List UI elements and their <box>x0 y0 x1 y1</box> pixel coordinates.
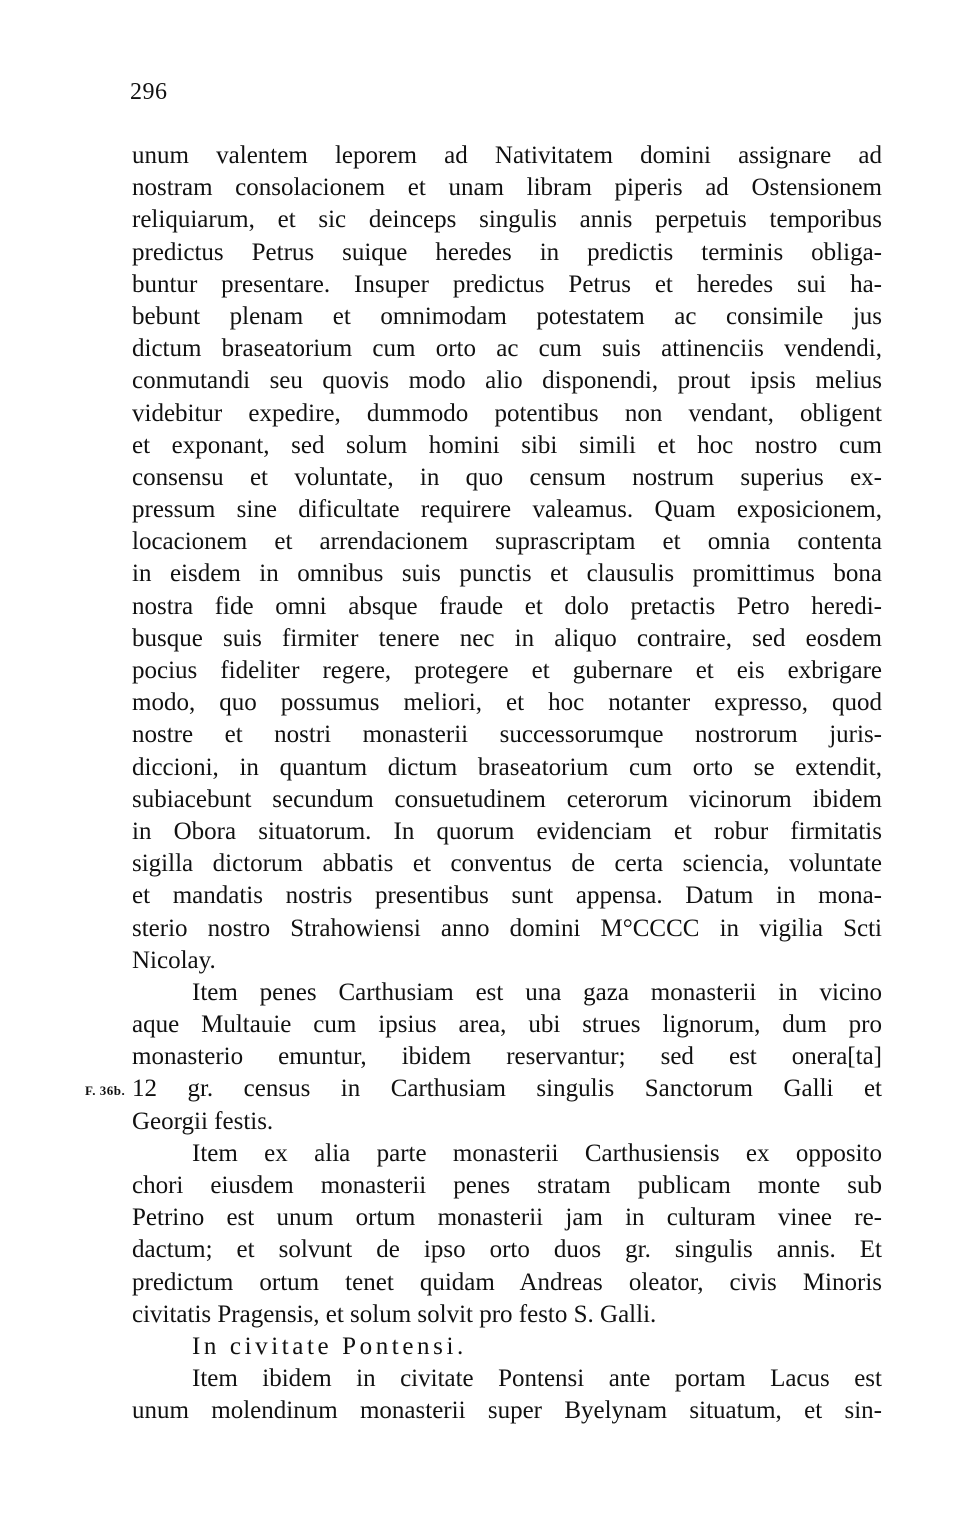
text-line: monasterio emuntur, ibidem reservantur; sed est onera[ta] <box>132 1043 882 1071</box>
text-line: Item ex alia parte monasterii Carthusiensis ex opposito <box>192 1139 882 1167</box>
text-line: in Obora situatorum. In quorum evidenciam et robur firmitatis <box>132 817 882 845</box>
page-number: 296 <box>130 79 168 105</box>
text-line-with-margin-note <box>85 1073 882 1105</box>
text-line: chori eiusdem monasterii penes stratam publicam monte sub <box>132 1172 882 1199</box>
text-line: nostram consolacionem et unam libram piperis ad Ostensionem <box>132 174 882 202</box>
text-line: bebunt plenam et omnimodam potestatem ac consimile jus <box>132 302 882 330</box>
text-line: Georgii festis. <box>132 1107 274 1135</box>
text-line: subiacebunt secundum consuetudinem ceterorum vicinorum ibidem <box>132 785 882 813</box>
section-heading: In civitate Pontensi. <box>192 1332 467 1360</box>
text-line: Nicolay. <box>132 946 216 974</box>
text-line: aque Multauie cum ipsius area, ubi strues lignorum, dum pro <box>132 1011 882 1039</box>
text-line: sterio nostro Strahowiensi anno domini M°CCCC in vigilia Scti <box>132 914 882 942</box>
text-line: busque suis firmiter tenere nec in aliquo contraire, sed eosdem <box>132 624 882 652</box>
text-line: Petrino est unum ortum monasterii jam in culturam vinee re- <box>132 1204 882 1232</box>
text-line: Item ibidem in civitate Pontensi ante portam Lacus est <box>192 1365 882 1393</box>
text-line: et mandatis nostris presentibus sunt appensa. Datum in mona- <box>132 882 882 910</box>
body-text <box>85 140 882 1428</box>
text-line: unum valentem leporem ad Nativitatem domini assignare ad <box>132 142 882 169</box>
text-line: consensu et voluntate, in quo censum nostrum superius ex- <box>132 463 882 491</box>
text-line: conmutandi seu quovis modo alio disponendi, prout ipsis melius <box>132 367 882 395</box>
text-line: modo, quo possumus meliori, et hoc notanter expresso, quod <box>132 689 882 717</box>
text-line: Item penes Carthusiam est una gaza monasterii in vicino <box>192 978 882 1006</box>
text-line: pocius fideliter regere, protegere et gubernare et eis exbrigare <box>132 657 882 684</box>
text-line: videbitur expedire, dummodo potentibus non vendant, obligent <box>132 399 882 427</box>
text-line: pressum sine dificultate requirere valeamus. Quam exposicionem, <box>132 496 882 524</box>
text-line: reliquiarum, et sic deinceps singulis annis perpetuis temporibus <box>132 206 882 234</box>
text-line: nostre et nostri monasterii successorumque nostrorum juris- <box>132 721 882 749</box>
text-line: unum molendinum monasterii super Byelynam situatum, et sin- <box>132 1397 882 1425</box>
text-line: predictus Petrus suique heredes in predictis terminis obliga- <box>132 238 882 266</box>
text-line: civitatis Pragensis, et solum solvit pro festo S. Galli. <box>132 1300 657 1328</box>
text-line: predictum ortum tenet quidam Andreas oleator, civis Minoris <box>132 1268 882 1296</box>
text-line: dictum braseatorium cum orto ac cum suis attinenciis vendendi, <box>132 335 882 363</box>
text-line: nostra fide omni absque fraude et dolo pretactis Petro heredi- <box>132 592 882 620</box>
folio-margin-note: F. 36b. <box>85 1083 126 1099</box>
text-line: in eisdem in omnibus suis punctis et clausulis promittimus bona <box>132 560 882 588</box>
text-line: 12 gr. census in Carthusiam singulis Sanctorum Galli et <box>132 1075 882 1103</box>
text-line: locacionem et arrendacionem suprascriptam et omnia contenta <box>132 528 882 556</box>
text-line: et exponant, sed solum homini sibi simili et hoc nostro cum <box>132 431 882 459</box>
text-line: diccioni, in quantum dictum braseatorium cum orto se extendit, <box>132 753 882 781</box>
text-line: dactum; et solvunt de ipso orto duos gr. singulis annis. Et <box>132 1236 882 1264</box>
text-line: buntur presentare. Insuper predictus Petrus et heredes sui ha- <box>132 270 882 298</box>
text-line: sigilla dictorum abbatis et conventus de certa sciencia, voluntate <box>132 850 882 878</box>
